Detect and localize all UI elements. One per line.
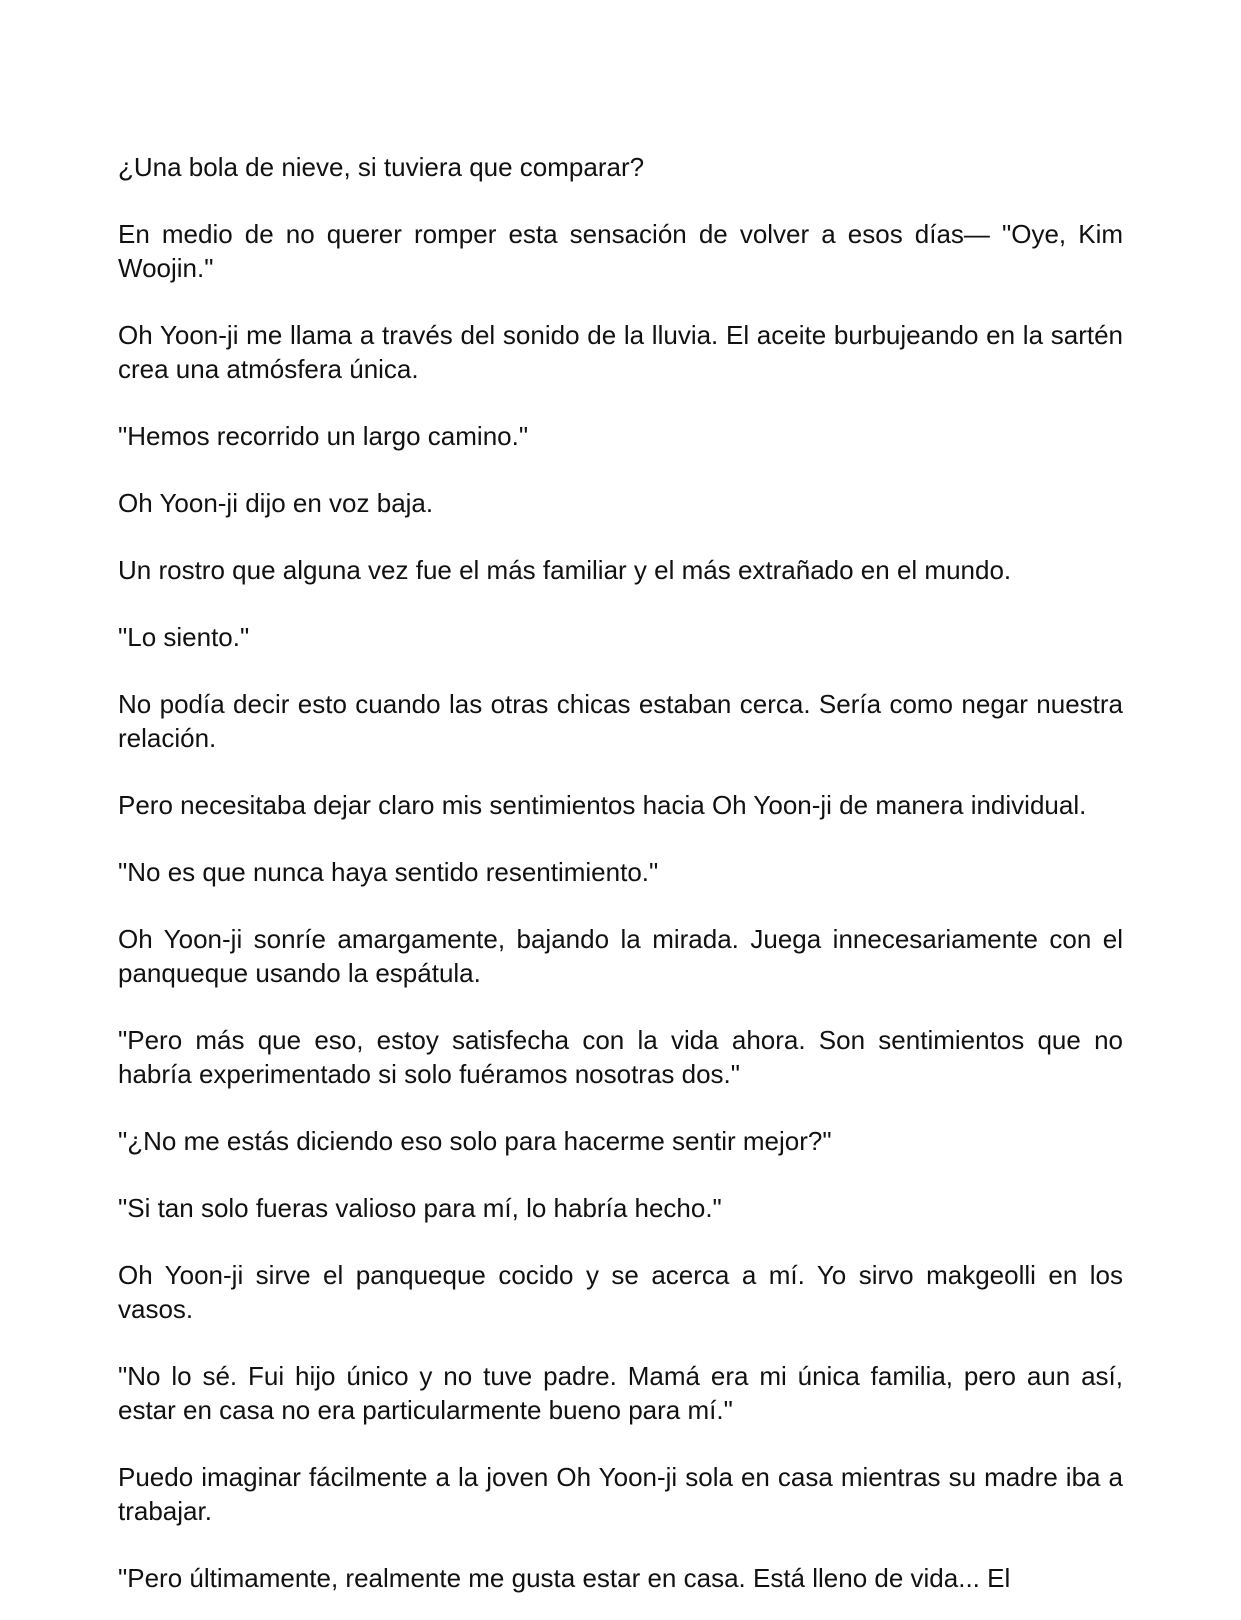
paragraph-2: En medio de no querer romper esta sensación de volver a esos días— "Oye, Kim Woojin." xyxy=(118,219,1123,283)
paragraph-5: Oh Yoon-ji dijo en voz baja. xyxy=(118,488,434,518)
paragraph-4: "Hemos recorrido un largo camino." xyxy=(118,421,529,451)
paragraph-11: Oh Yoon-ji sonríe amargamente, bajando la mirada. Juega innecesariamente con el panqueque usando la espátula. xyxy=(118,924,1123,988)
paragraph-1: ¿Una bola de nieve, si tuviera que comparar? xyxy=(118,152,645,182)
paragraph-10: "No es que nunca haya sentido resentimiento." xyxy=(118,857,659,887)
paragraph-13: "¿No me estás diciendo eso solo para hacerme sentir mejor?" xyxy=(118,1126,832,1156)
paragraph-8: No podía decir esto cuando las otras chicas estaban cerca. Sería como negar nuestra relación. xyxy=(118,689,1123,753)
paragraph-9: Pero necesitaba dejar claro mis sentimientos hacia Oh Yoon-ji de manera individual. xyxy=(118,790,1087,820)
paragraph-17: Puedo imaginar fácilmente a la joven Oh Yoon-ji sola en casa mientras su madre iba a trabajar. xyxy=(118,1462,1123,1526)
paragraph-16: "No lo sé. Fui hijo único y no tuve padre. Mamá era mi única familia, pero aun así, estar en casa no era particularmente bueno para mí." xyxy=(118,1361,1123,1425)
paragraph-12: "Pero más que eso, estoy satisfecha con la vida ahora. Son sentimientos que no habría experimentado si solo fuéramos nosotras dos." xyxy=(118,1025,1123,1089)
body-text xyxy=(118,150,1123,1620)
paragraph-3: Oh Yoon-ji me llama a través del sonido de la lluvia. El aceite burbujeando en la sartén crea una atmósfera única. xyxy=(118,320,1123,384)
paragraph-15: Oh Yoon-ji sirve el panqueque cocido y se acerca a mí. Yo sirvo makgeolli en los vasos. xyxy=(118,1260,1123,1324)
paragraph-14: "Si tan solo fueras valioso para mí, lo habría hecho." xyxy=(118,1193,722,1223)
paragraph-18: "Pero últimamente, realmente me gusta estar en casa. Está lleno de vida... El xyxy=(118,1563,1011,1593)
paragraph-7: "Lo siento." xyxy=(118,622,250,652)
paragraph-6: Un rostro que alguna vez fue el más familiar y el más extrañado en el mundo. xyxy=(118,555,1012,585)
